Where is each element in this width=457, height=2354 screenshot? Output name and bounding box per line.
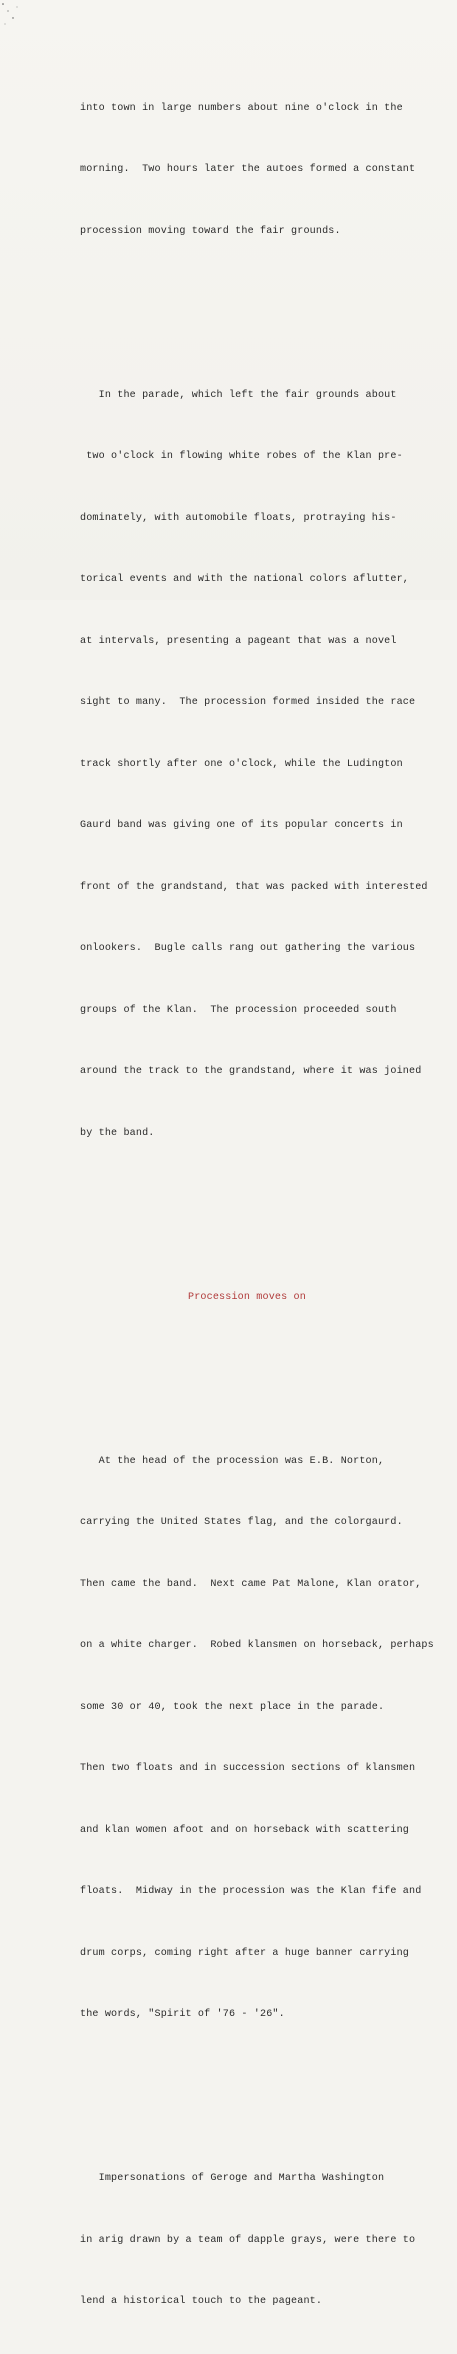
text-line: carrying the United States flag, and the colorgaurd. <box>80 1517 403 1528</box>
text-line: Then two floats and in succession sections of klansmen <box>80 1763 416 1774</box>
text-line: procession moving toward the fair grounds. <box>80 225 341 237</box>
document-body <box>80 37 440 2354</box>
text-line: into town in large numbers about nine o'clock in the <box>80 102 403 114</box>
text-line: some 30 or 40, took the next place in the parade. <box>80 1701 385 1713</box>
text-line: by the band. <box>80 1127 155 1139</box>
text-line: Then came the band. Next came Pat Malone, Klan orator, <box>80 1578 422 1590</box>
text-line: floats. Midway in the procession was the Klan fife and <box>80 1886 422 1897</box>
text-line: Impersonations of Geroge and Martha Washington <box>80 2173 385 2184</box>
text-line: morning. Two hours later the autoes formed a constant <box>80 164 416 175</box>
blank-line <box>80 2067 440 2088</box>
text-line: drum corps, coming right after a huge banner carrying <box>80 1947 409 1959</box>
blank-line <box>80 283 440 304</box>
text-line: the words, "Spirit of '76 - '26". <box>80 2009 285 2020</box>
text-line: At the head of the procession was E.B. Norton, <box>80 1455 385 1467</box>
text-line: in arig drawn by a team of dapple grays, were there to <box>80 2234 416 2246</box>
text-line: In the parade, which left the fair grounds about <box>80 389 397 401</box>
paper-specks <box>0 0 30 30</box>
text-line: dominately, with automobile floats, protraying his- <box>80 512 397 524</box>
text-line: at intervals, presenting a pageant that was a novel <box>80 635 397 647</box>
section-heading: Procession moves on <box>188 1291 306 1303</box>
text-line: lend a historical touch to the pageant. <box>80 2296 323 2307</box>
text-line: around the track to the grandstand, where it was joined <box>80 1066 422 1077</box>
blank-line <box>80 1185 440 1206</box>
text-line: on a white charger. Robed klansmen on horseback, perhaps <box>80 1640 434 1651</box>
text-line: and klan women afoot and on horseback with scattering <box>80 1824 409 1836</box>
text-line: front of the grandstand, that was packed with interested <box>80 881 428 893</box>
text-line: Gaurd band was giving one of its popular concerts in <box>80 820 403 831</box>
text-line: track shortly after one o'clock, while the Ludington <box>80 758 403 770</box>
text-line: torical events and with the national colors aflutter, <box>80 574 409 585</box>
text-line: sight to many. The procession formed insided the race <box>80 697 416 708</box>
text-line: onlookers. Bugle calls rang out gathering the various <box>80 943 416 954</box>
text-line: two o'clock in flowing white robes of the Klan pre- <box>80 451 403 462</box>
blank-line <box>80 1349 440 1370</box>
text-line: groups of the Klan. The procession proceeded south <box>80 1004 397 1016</box>
